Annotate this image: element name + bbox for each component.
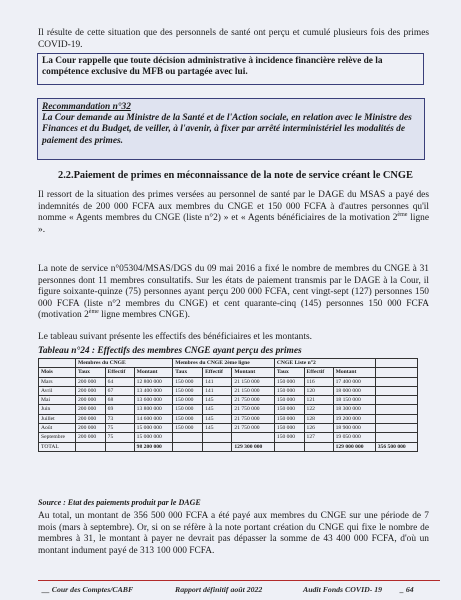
table-cell: 12 800 000 <box>134 377 173 386</box>
table-row <box>39 433 418 442</box>
table-cell: 141 <box>203 386 232 395</box>
table-cell: 21 750 000 <box>232 414 275 423</box>
paragraph-1: Il ressort de la situation des primes versées au personnel de santé par le DAGE du MSAS a payé des indemnités de 200 000 FCFA aux membres du CNGE et 150 000 FCFA à d'autres personnes qu'il nomme « Agents membres du CNGE (liste n°2) » et « Agents bénéficiaires de la motivation 2ème ligne ». <box>38 190 430 235</box>
table-cell: 122 <box>304 405 333 414</box>
table-cell: 200 000 <box>75 424 105 433</box>
table-cell: 126 <box>304 424 333 433</box>
table-group-header: Membres du CNGE 2ème ligne <box>173 359 275 368</box>
cour-reminder-box: La Cour rappelle que toute décision administrative à incidence financière relève de la compétence exclusive du MFB ou partagée avec lui. <box>37 53 424 85</box>
table-group-header: Membres du CNGE <box>75 359 172 368</box>
footer-center: Rapport définitif août 2022 <box>175 585 263 594</box>
table-cell: 13 600 000 <box>134 396 173 405</box>
table-column-header: Effectif <box>304 368 333 377</box>
table-cell: 13 400 000 <box>134 386 173 395</box>
table-row <box>39 377 418 386</box>
table-cell: 150 000 <box>173 396 203 405</box>
table-cell <box>105 442 134 451</box>
table-row <box>39 424 418 433</box>
table-cell: 150 000 <box>274 386 304 395</box>
table-header-empty <box>375 359 417 368</box>
table-cell: 69 <box>105 405 134 414</box>
table-cell: 18 300 000 <box>333 405 375 414</box>
table-source: Source : Etat des paiements produit par le DAGE <box>38 498 201 507</box>
table-cell: 150 000 <box>274 377 304 386</box>
table-cell: 200 000 <box>75 405 105 414</box>
table-cell: 21 150 000 <box>232 386 275 395</box>
table-cell: 75 <box>105 424 134 433</box>
table-cell: 145 <box>203 424 232 433</box>
table-cell: 150 000 <box>173 414 203 423</box>
table-cell: 150 000 <box>173 386 203 395</box>
table-cell: 356 500 000 <box>375 442 417 451</box>
table-row <box>39 396 418 405</box>
table-cell: 200 000 <box>75 377 105 386</box>
table-caption: Tableau n°24 : Effectifs des membres CNGE ayant perçu des primes <box>38 346 302 356</box>
table-cell: Avril <box>39 386 76 395</box>
table-cell <box>203 442 232 451</box>
table-header-empty <box>375 368 417 377</box>
table-cell <box>375 424 417 433</box>
table-cell: 128 <box>304 414 333 423</box>
table-cell: Août <box>39 424 76 433</box>
table-column-header: Mois <box>39 368 76 377</box>
table-cell: 21 150 000 <box>232 377 275 386</box>
table-cell: 141 <box>203 377 232 386</box>
table-column-header-row <box>39 368 418 377</box>
table-column-header: Effectif <box>105 368 134 377</box>
table-cell: 15 000 000 <box>134 433 173 442</box>
table-column-header: Effectif <box>203 368 232 377</box>
table-row <box>39 386 418 395</box>
table-cell <box>375 396 417 405</box>
footer-rule <box>38 580 440 581</box>
table-cell: TOTAL <box>39 442 76 451</box>
table-cell: 21 750 000 <box>232 396 275 405</box>
paragraph-2: La note de service n°05304/MSAS/DGS du 09 mai 2016 a fixé le nombre de membres du CNGE à 31 personnes dont 11 membres consultatifs. Sur les états de paiement transmis par le DAGE à la Cour, il figure soixante-quinze (75) personnes ayant perçu 200 000 FCFA, cent vingt-sept (127) personnes 150 000 FCFA (liste n°2 membres du CNGE) et cent quarante-cinq (145) personnes 150 000 FCFA (motivation 2ème ligne membres CNGE). <box>38 264 429 321</box>
table-cell: 145 <box>203 405 232 414</box>
table-cell: 150 000 <box>274 405 304 414</box>
section-heading: 2.2.Paiement de primes en méconnaissance de la note de service créant le CNGE <box>58 170 413 181</box>
table-cell: 13 800 000 <box>134 405 173 414</box>
page-number: _ 64 <box>400 585 414 594</box>
table-cell: 68 <box>105 396 134 405</box>
table-cell: 129 000 000 <box>333 442 375 451</box>
table-cell: 98 200 000 <box>134 442 173 451</box>
table-cell: Septembre <box>39 433 76 442</box>
table-cell <box>173 433 203 442</box>
recommendation-body: La Cour demande au Ministre de la Santé et de l'Action sociale, en relation avec le Ministre des Finances et du Budget, de veiller, à l'avenir, à fixer par arrêté interministériel les modalités de paiement des primes. <box>42 113 412 146</box>
table-cell: 150 000 <box>173 424 203 433</box>
table-cell: 150 000 <box>274 396 304 405</box>
table-cell: 150 000 <box>173 405 203 414</box>
table-cell <box>375 377 417 386</box>
table-cell: 116 <box>304 377 333 386</box>
table-cell: 150 000 <box>274 433 304 442</box>
paragraph-3: Le tableau suivant présente les effectifs des bénéficiaires et les montants. <box>38 332 312 342</box>
table-group-header: CNGE Liste n°2 <box>274 359 375 368</box>
table-cell: 21 750 000 <box>232 424 275 433</box>
table-cell <box>304 442 333 451</box>
table-total-row <box>39 442 418 451</box>
table-cell: 64 <box>105 377 134 386</box>
table-column-header: Taux <box>274 368 304 377</box>
table-cell: 145 <box>203 396 232 405</box>
table-cell: 200 000 <box>75 396 105 405</box>
paragraph-4: Au total, un montant de 356 500 000 FCFA a été payé aux membres du CNGE sur une période de 7 mois (mars à septembre). Or, si on se réfère à la note portant création du CNGE qui fixe le nombre de membres à 31, le montant à payer ne devrait pas dépasser la somme de 43 400 000 FCFA, d'où un montant indument payé de 313 100 000 FCFA. <box>38 511 429 556</box>
table-cell: 150 000 <box>274 414 304 423</box>
table-cell <box>232 433 275 442</box>
table-cell: Mai <box>39 396 76 405</box>
table-column-header: Montant <box>134 368 173 377</box>
table-cell: 19 200 000 <box>333 414 375 423</box>
table-cell <box>203 433 232 442</box>
table-cell: 19 050 000 <box>333 433 375 442</box>
recommendation-title: Recommandation n°32 <box>42 102 131 112</box>
table-cell: Juillet <box>39 414 76 423</box>
table-cell <box>375 405 417 414</box>
table-cell: 21 750 000 <box>232 405 275 414</box>
table-column-header: Montant <box>232 368 275 377</box>
table-group-header-row <box>39 359 418 368</box>
table-cell <box>375 433 417 442</box>
table-cell: 18 150 000 <box>333 396 375 405</box>
table-cell: 15 000 000 <box>134 424 173 433</box>
table-cell: 18 000 000 <box>333 386 375 395</box>
table-row <box>39 414 418 423</box>
table-cell <box>375 386 417 395</box>
recommendation-box <box>37 98 425 160</box>
table-cell: 145 <box>203 414 232 423</box>
footer-right: Audit Fonds COVID- 19 <box>303 585 383 594</box>
cnge-payments-table <box>38 358 418 452</box>
table-cell: 200 000 <box>75 433 105 442</box>
table-cell: 127 <box>304 433 333 442</box>
table-cell: 67 <box>105 386 134 395</box>
table-cell: Juin <box>39 405 76 414</box>
table-cell <box>75 442 105 451</box>
intro-paragraph: Il résulte de cette situation que des personnels de santé ont perçu et cumulé plusieurs fois des primes COVID-19. <box>38 28 429 50</box>
table-column-header: Taux <box>173 368 203 377</box>
table-cell: 120 <box>304 386 333 395</box>
table-header-empty <box>39 359 76 368</box>
table-cell: 129 300 000 <box>232 442 275 451</box>
table-cell: 73 <box>105 414 134 423</box>
table-column-header: Taux <box>75 368 105 377</box>
footer-left: __ Cour des Comptes/CABF <box>42 585 134 594</box>
table-cell: 150 000 <box>274 424 304 433</box>
table-row <box>39 405 418 414</box>
table-cell: 75 <box>105 433 134 442</box>
table-cell: 14 600 000 <box>134 414 173 423</box>
table-cell: 200 000 <box>75 414 105 423</box>
table-cell: 200 000 <box>75 386 105 395</box>
table-cell: 121 <box>304 396 333 405</box>
table-cell: 150 000 <box>173 377 203 386</box>
table-cell <box>173 442 203 451</box>
table-cell: Mars <box>39 377 76 386</box>
table-cell: 17 400 000 <box>333 377 375 386</box>
table-cell: 18 900 000 <box>333 424 375 433</box>
table-cell <box>274 442 304 451</box>
table-cell <box>375 414 417 423</box>
table-column-header: Montant <box>333 368 375 377</box>
